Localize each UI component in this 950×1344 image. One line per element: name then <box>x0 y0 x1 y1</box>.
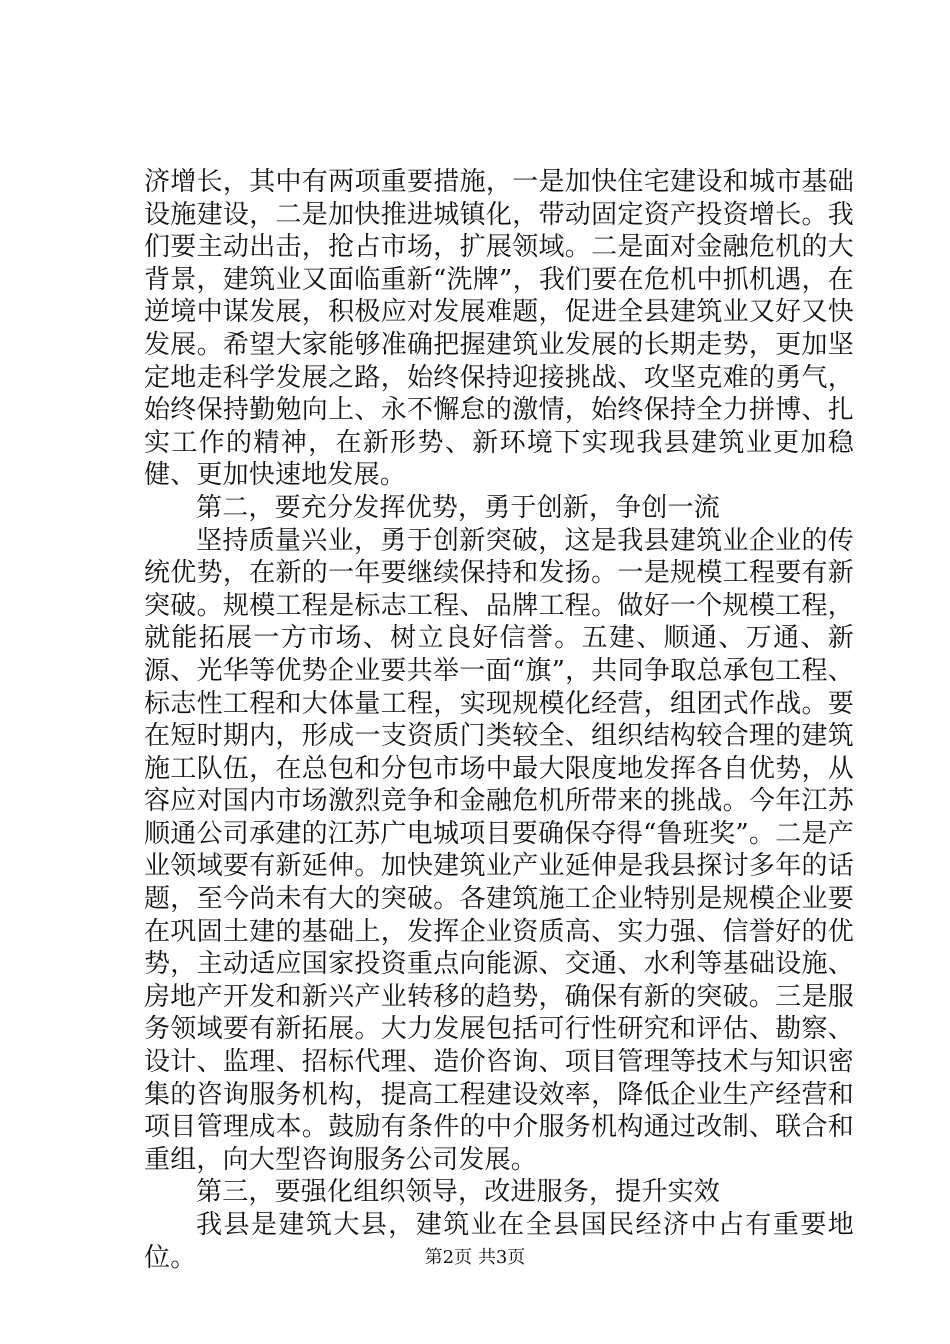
paragraph-1: 济增长，其中有两项重要措施，一是加快住宅建设和城市基础设施建设，二是加快推进城镇化，带动固定资产投资增长。我们要主动出击，抢占市场，扩展领域。二是面对金融危机的大背景，建筑业又面临重新“洗牌”，我们要在危机中抓机遇，在逆境中谋发展，积极应对发展难题，促进全县建筑业又好又快发展。希望大家能够准确把握建筑业发展的长期走势，更加坚定地走科学发展之路，始终保持迎接挑战、攻坚克难的勇气，始终保持勤勉向上、永不懈怠的激情，始终保持全力拼博、扎实工作的精神，在新形势、新环境下实现我县建筑业更加稳健、更加快速地发展。 <box>144 167 854 491</box>
paragraph-3: 我县是建筑大县，建筑业在全县国民经济中占有重要地位。 <box>144 1210 854 1273</box>
section-heading-3: 第三，要强化组织领导，改进服务，提升实效 <box>196 1177 721 1208</box>
paragraph-2: 坚持质量兴业，勇于创新突破，这是我县建筑业企业的传统优势，在新的一年要继续保持和发扬。一是规模工程要有新突破。规模工程是标志工程、品牌工程。做好一个规模工程，就能拓展一方市场、树立良好信誉。五建、顺通、万通、新源、光华等优势企业要共举一面“旗”，共同争取总承包工程、标志性工程和大体量工程，实现规模化经营，组团式作战。要在短时期内，形成一支资质门类较全、组织结构较合理的建筑施工队伍，在总包和分包市场中最大限度地发挥各自优势，从容应对国内市场激烈竞争和金融危机所带来的挑战。今年江苏顺通公司承建的江苏广电城项目要确保夺得“鲁班奖”。二是产业领域要有新延伸。加快建筑业产业延伸是我县探讨多年的话题，至今尚未有大的突破。各建筑施工企业特别是规模企业要在巩固土建的基础上，发挥企业资质高、实力强、信誉好的优势，主动适应国家投资重点向能源、交通、水利等基础设施、房地产开发和新兴产业转移的趋势，确保有新的突破。三是服务领域要有新拓展。大力发展包括可行性研究和评估、勘察、设计、监理、招标代理、造价咨询、项目管理等技术与知识密集的咨询服务机构，提高工程建设效率，降低企业生产经营和项目管理成本。鼓励有条件的中介服务机构通过改制、联合和重组，向大型咨询服务公司发展。 <box>144 525 854 1175</box>
section-heading-2: 第二，要充分发挥优势，勇于创新，争创一流 <box>196 492 721 523</box>
document-body <box>144 166 854 1274</box>
page-footer: 第2页 共3页 <box>424 1247 526 1268</box>
